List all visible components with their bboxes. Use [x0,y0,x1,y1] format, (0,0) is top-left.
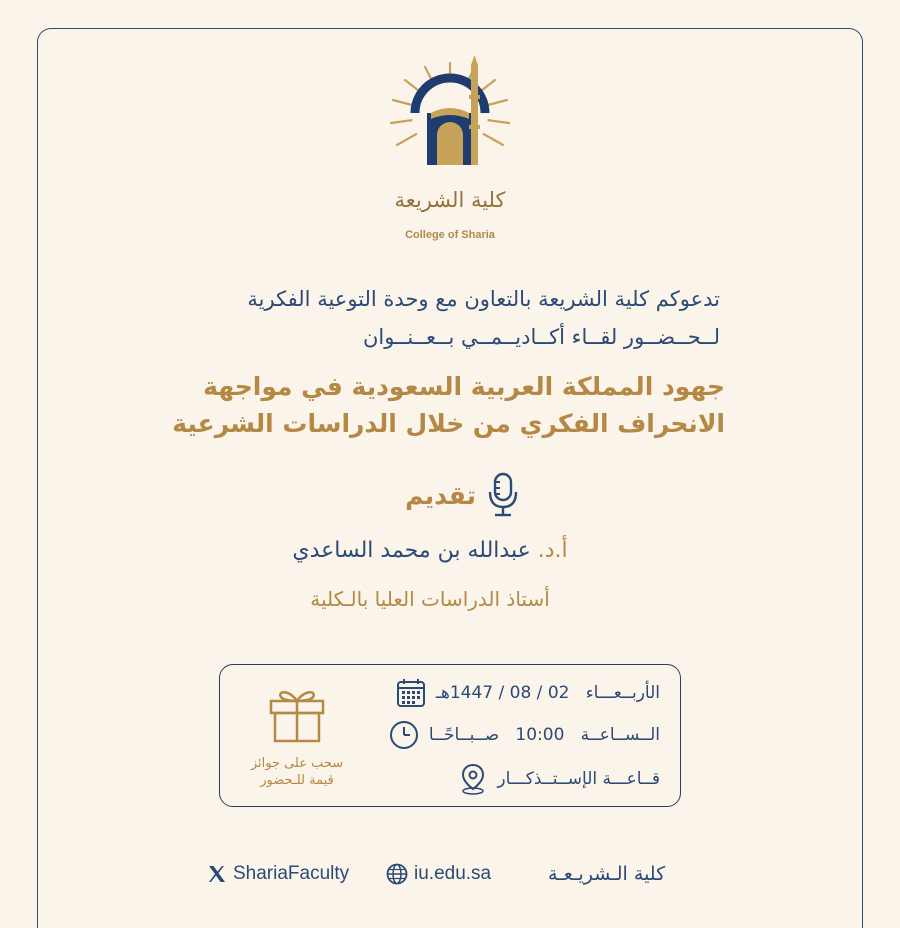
location-row [459,761,660,797]
event-details-box [219,664,681,807]
date-row [396,675,660,711]
gift-section [242,685,352,789]
time-row [389,717,660,753]
x-logo-icon [207,864,227,884]
date-text: الأربــعـــاء 02 / 08 / 1447هـ [435,683,660,703]
invitation-line-2: لــحــضــور لقــاء أكــاديــمــي بــعــنــوان [362,325,720,349]
clock-icon [389,720,419,750]
speaker-full-name: عبدالله بن محمد الساعدي [292,538,531,563]
twitter-link[interactable] [207,863,349,885]
lecture-title-line-1: جهود المملكة العربية السعودية في مواجهة [203,372,725,401]
invitation-line-1: تدعوكم كلية الشريعة بالتعاون مع وحدة التوعية الفكرية [247,287,720,311]
presenting-label: تقديم [405,480,476,510]
location-text: قــاعـــة الإســتــذكـــار [497,769,660,789]
time-text: الــســاعــة 10:00 صــبــاحًــا [428,725,660,745]
speaker-prefix: أ.د. [537,538,568,563]
college-english-name: College of Sharia [405,229,495,241]
presenting-section [380,470,520,520]
globe-icon [386,863,408,885]
gift-text: سحب على جوائز قيمة للـحضور [250,756,344,788]
twitter-handle: ShariaFaculty [233,863,350,884]
lecture-title-line-2: الانحراف الفكري من خلال الدراسات الشرعية [172,409,725,438]
website-url: iu.edu.sa [414,863,492,884]
speaker-position: أستاذ الدراسات العليا بالـكلية [310,587,550,611]
college-arabic-name: كلية الشريعة [394,188,506,212]
calendar-icon [396,678,426,708]
location-pin-icon [459,763,487,795]
college-logo-icon [385,55,515,175]
website-link[interactable] [386,863,491,885]
microphone-icon [486,472,520,518]
speaker-name [250,538,610,563]
footer [0,863,900,893]
college-footer-name: كلية الـشريـعـة [548,863,666,885]
gift-box-icon [265,685,329,743]
